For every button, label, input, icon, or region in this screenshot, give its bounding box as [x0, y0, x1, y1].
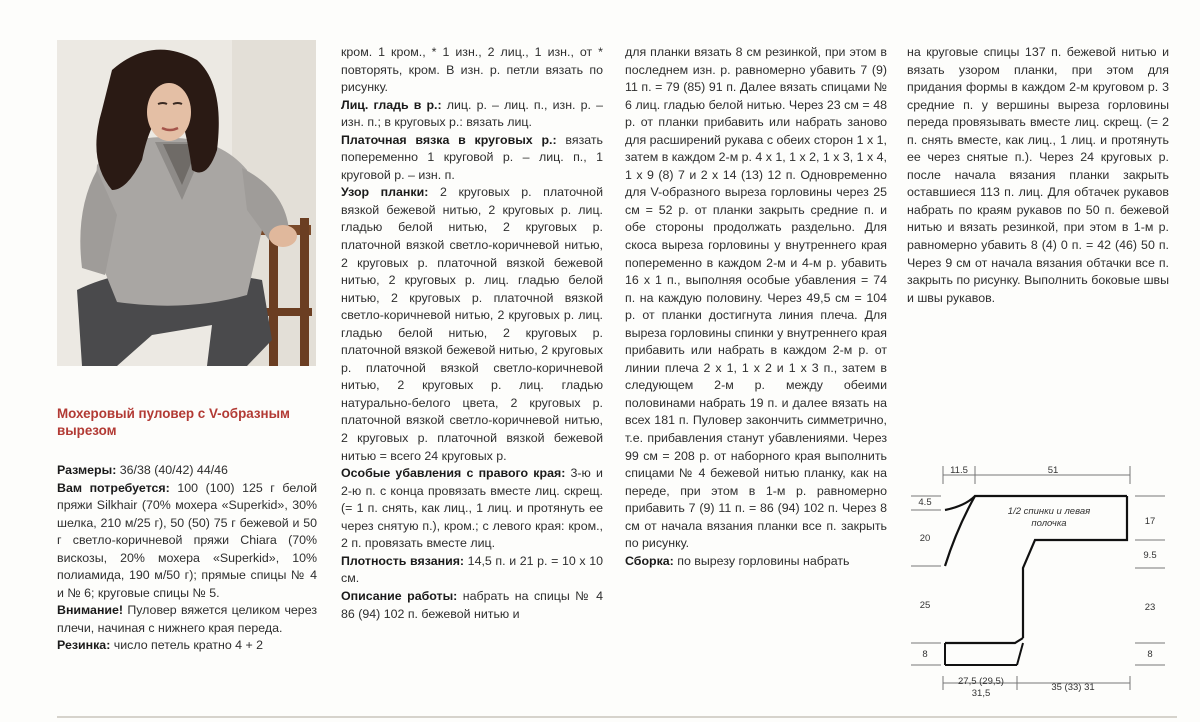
paragraph	[341, 132, 603, 185]
dim-mid-left: 25	[919, 600, 931, 611]
paragraph-heading: Особые убавления с правого края:	[341, 466, 566, 481]
paragraph	[341, 553, 603, 588]
paragraph-text: 2 круговых р. платочной вязкой бежевой нитью, 2 круговых р. лиц. гладью белой нитью, 2 круговых р. платочной вязкой светло-коричневой нитью, 2 круговых р. платочной вязкой бежевой нитью, 2 круговых р. лиц. гладью белой нитью, 2 круговых р. платочной вязкой светло-коричневой нитью, 2 круговых р. лиц. гладью белой нитью, 2 круговых р. платочной вязкой бежевой нитью, 2 круговых р. платочной вязкой светло-коричневой нитью, 2 круговых р. лиц. гладью натурально-белого цвета, 2 круговых р. платочной вязкой светло-коричневой нитью, 2 круговых р. платочной вязкой бежевой нитью = всего 24 круговых р.	[341, 185, 603, 463]
text-column-4	[907, 44, 1169, 307]
paragraph	[341, 588, 603, 623]
paragraph	[57, 462, 317, 480]
paragraph	[341, 465, 603, 553]
paragraph	[57, 602, 317, 637]
paragraph	[57, 637, 317, 655]
dim-top-left: 11.5	[950, 465, 968, 476]
paragraph	[341, 97, 603, 132]
pattern-title: Мохеровый пуловер с V-образным вырезом	[57, 406, 290, 438]
dim-right-bottom: 8	[1147, 649, 1153, 660]
page-bottom-rule	[57, 716, 1177, 718]
paragraph-heading: Вам потребуется:	[57, 480, 170, 495]
paragraph-heading: Платочная вязка в круговых р.:	[341, 132, 557, 147]
model-illustration	[57, 40, 316, 366]
paragraph-heading: Плотность вязания:	[341, 553, 465, 568]
paragraph-heading: Сборка:	[625, 553, 674, 568]
dim-bottom-a2: 31,5	[971, 688, 991, 699]
paragraph-heading: Описание работы:	[341, 588, 458, 603]
dim-upper-left: 20	[919, 533, 931, 544]
sweater-photo	[57, 40, 316, 366]
paragraph-heading: Размеры:	[57, 463, 117, 477]
paragraph-heading: Резинка:	[57, 638, 111, 653]
text-column-2	[341, 44, 603, 623]
garment-schematic	[905, 458, 1175, 708]
outline-lower	[945, 638, 1023, 643]
paragraph-text: лиц. р. – лиц. п., изн. р. – изн. п.; в круговых р.: вязать лиц.	[341, 97, 603, 130]
paragraph-text: вязать попеременно 1 круговой р. – лиц. п., 1 круговой р. – изн. п.	[341, 132, 603, 182]
paragraph-heading: Узор планки:	[341, 185, 429, 200]
paragraph-text: по вырезу горловины набрать	[673, 553, 850, 568]
paragraph	[341, 44, 603, 97]
dim-bottom-b: 35 (33) 31	[1051, 682, 1095, 693]
paragraph	[907, 44, 1169, 307]
dim-right-top: 17	[1144, 516, 1156, 527]
paragraph-text: набрать на спицы № 4 86 (94) 102 п. бежевой нитью и	[341, 588, 603, 621]
paragraph-text: число петель кратно 4 + 2	[110, 638, 264, 653]
paragraph	[625, 44, 887, 553]
dim-top-width: 51	[1047, 465, 1059, 476]
paragraph-text: 3-ю и 2-ю п. с конца провязать вместе лиц. скрещ. (= 1 п. снять, как лиц., 1 лиц. и протянуть ее через снятую п.), кром.; с левого края: кром., 2 п. провязать вместе лиц.	[341, 466, 603, 551]
paragraph	[625, 553, 887, 571]
paragraph	[57, 480, 317, 603]
paragraph-text: 100 (100) 125 г белой пряжи Silkhair (70% мохера «Superkid», 30% шелка, 210 м/25 г), 50 (50) 75 г бежевой и 50 г светло-коричневой пряжи Chiara (70% вискозы, 20% мохера «Superkid», 10% полиамида, 190 м/50 г); прямые спицы № 4 и № 6; круговые спицы № 5.	[57, 480, 318, 600]
paragraph-heading: Внимание!	[57, 603, 124, 618]
dim-neck-drop: 4.5	[918, 497, 932, 508]
paragraph-text: Пуловер вяжется целиком через плечи, начиная с нижнего края переда.	[57, 603, 317, 635]
paragraph	[341, 184, 603, 465]
schematic-label: 1/2 спинки и левая полочка	[1007, 506, 1091, 529]
text-column-1	[57, 462, 317, 655]
band-right	[1017, 643, 1023, 665]
paragraph-text: кром. 1 кром., * 1 изн., 2 лиц., 1 изн., от * повторять, кром. В изн. р. петли вязать по рисунку.	[341, 45, 603, 95]
dim-right-mid: 23	[1144, 602, 1156, 613]
paragraph-text: 36/38 (40/42) 44/46	[116, 463, 228, 477]
text-column-3	[625, 44, 887, 570]
paragraph-text: 14,5 п. и 21 р. = 10 х 10 см.	[341, 553, 603, 586]
paragraph-text: для планки вязать 8 см резинкой, при этом в последнем изн. р. равномерно убавить 7 (9) 11 п. = 79 (85) 91 п. Далее вязать спицами № 6 лиц. гладью белой нитью. Через 23 см = 48 р. от планки прибавить или набрать заново для расширений рукава с обеих сторон 1 х 1, затем в каждом 2-м р. 4 х 1, 1 х 2, 1 х 3, 1 х 4, 1 х 9 (8) 7 и 2 х 14 (13) 12 п. Одновременно для V-образного выреза горловины через 25 см = 52 р. от планки закрыть средние п. и обе стороны продолжать раздельно. Для скоса выреза горловины у внутреннего края попеременно в каждом 2-м и 4-м р. убавить 16 х 1 п., выполняя особые убавления = 74 п. на каждую половину. Через 49,5 см = 104 р. от планки достигнута линия плеча. Для выреза горловины спинки у внутреннего края прибавить или набрать в каждом 2-м р. от линии плеча 2 х 1, 1 х 2 и 1 х 3 п., затем в следующем 2-м р. между обеими половинами набрать 19 п. и далее вязать на всех 181 п. Пуловер закончить симметрично, т.е. прибавления станут убавлениями. Через 99 см = 208 р. от наборного края выполнить спицами № 4 бежевой нитью планку, как на переде, при этом в 1-м р. равномерно прибавить 7 (9) 11 п. = 86 (94) 102 п. Через 8 см от начала вязания планки все п. закрыть по рисунку.	[625, 45, 887, 551]
dim-bottom-a: 27,5 (29,5)	[958, 676, 1004, 687]
dim-bottom-left: 8	[922, 649, 928, 660]
paragraph-text: на круговые спицы 137 п. бежевой нитью и вязать узором планки, при этом для придания формы в каждом 2-м круговом р. 3 средние п. у вершины выреза горловины переда провязывать вместе лиц. скрещ. (= 2 п. снять вместе, как лиц., 1 лиц. и протянуть ее через снятые п.). Через 24 круговых р. после начала вязания планки закрыть оставшиеся 113 п. лиц. Для обтачек рукавов набрать по краям рукавов по 50 п. бежевой нитью и вязать резинкой, при этом в 1-м р. равномерно убавить 8 (4) 0 п. = 42 (46) 50 п. Через 9 см от начала вязания обтачки все п. закрыть по рисунку. Выполнить боковые швы и швы рукавов.	[907, 45, 1169, 305]
dim-right-step: 9.5	[1143, 550, 1157, 561]
paragraph-heading: Лиц. гладь в р.:	[341, 97, 442, 112]
